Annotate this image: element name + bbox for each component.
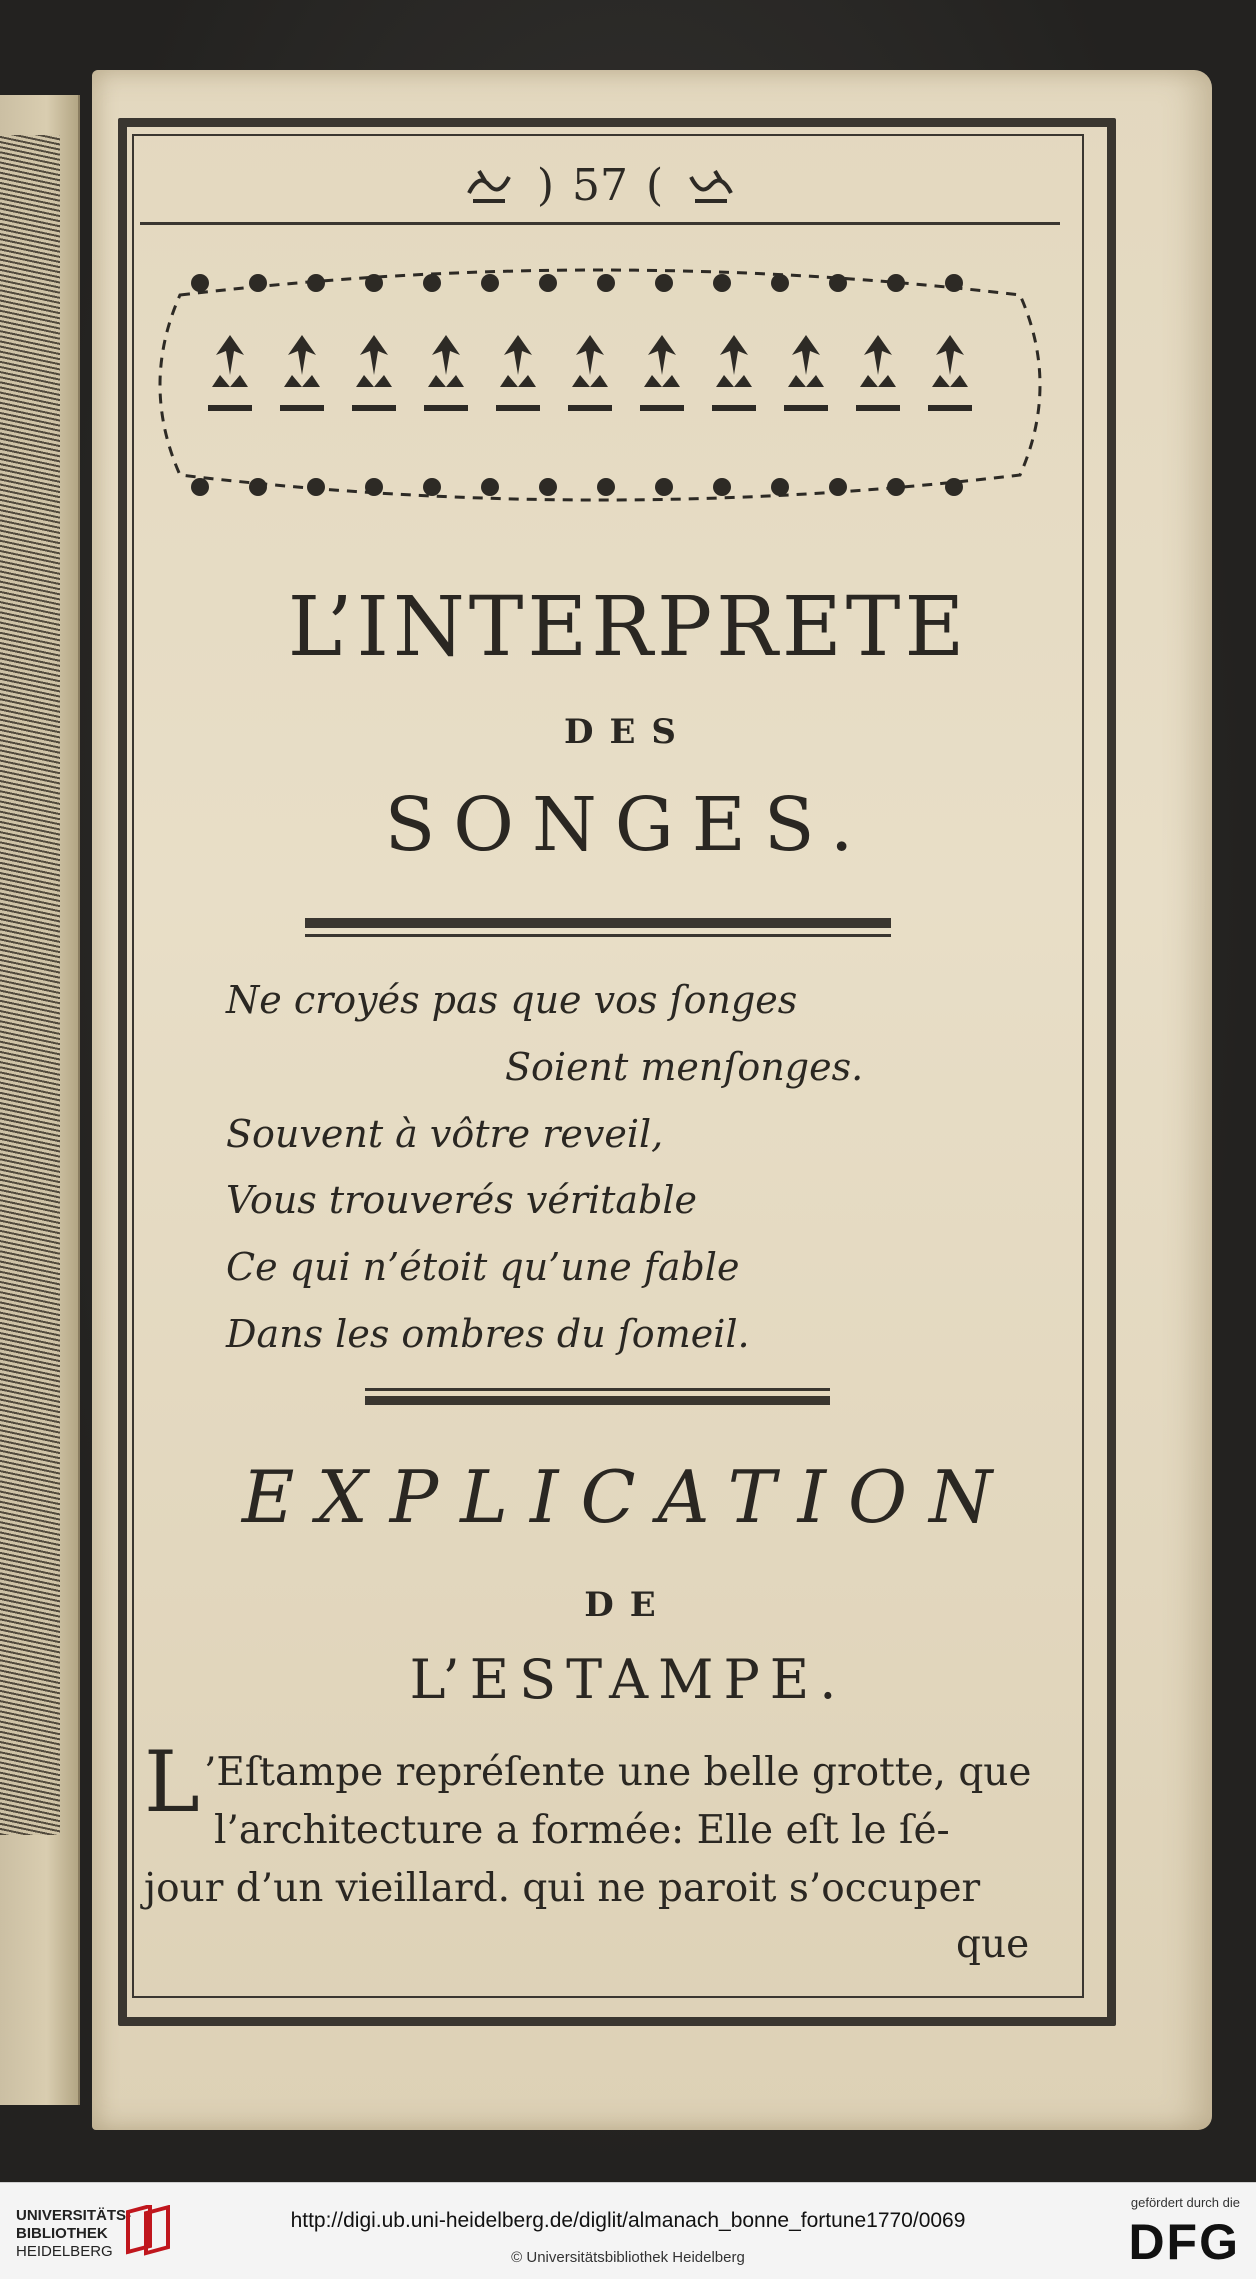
dfg-logo[interactable]: DFG xyxy=(1128,2214,1240,2270)
ornament-flower-icon xyxy=(307,478,325,496)
ornament-lily-icon xyxy=(208,335,252,411)
permalink-url[interactable]: http://digi.ub.uni-heidelberg.de/diglit/almanach_bonne_fortune1770/0069 xyxy=(290,2209,966,2232)
ornament-flower-icon xyxy=(539,274,557,292)
ornament-lily-icon xyxy=(784,335,828,411)
ornament-flower-icon xyxy=(481,478,499,496)
ornament-lily-icon xyxy=(280,335,324,411)
ornament-lily-icon xyxy=(928,335,972,411)
library-name-line3: HEIDELBERG xyxy=(16,2243,113,2260)
title-des: DES xyxy=(564,712,692,752)
heading-estampe: L’ESTAMPE. xyxy=(409,1648,847,1711)
ornament-lily-icon xyxy=(640,335,684,411)
ornament-flower-icon xyxy=(945,478,963,496)
ornament-flower-icon xyxy=(539,478,557,496)
ornament-flower-icon xyxy=(771,478,789,496)
ornament-lily-icon xyxy=(424,335,468,411)
poem-line-5: Ce qui n’étoit qu’une fable xyxy=(226,1245,740,1289)
poem-line-2: Soient menſonges. xyxy=(505,1045,864,1089)
ornament-flower-icon xyxy=(829,274,847,292)
ornament-lily-icon xyxy=(568,335,612,411)
header-rule xyxy=(140,222,1060,225)
title-songes: SONGES. xyxy=(384,782,872,868)
fleuron-right-icon xyxy=(681,163,741,207)
ornament-flower-icon xyxy=(481,274,499,292)
heading-explication: EXPLICATION xyxy=(241,1455,1015,1539)
fleuron-left-icon xyxy=(459,163,519,207)
paren-right: ( xyxy=(646,159,664,211)
ornament-flower-icon xyxy=(713,274,731,292)
ornament-flower-icon xyxy=(307,274,325,292)
ornament-flower-icon xyxy=(423,478,441,496)
poem-line-3: Souvent à vôtre reveil, xyxy=(226,1112,664,1156)
rule-lower-thick xyxy=(365,1396,830,1405)
decorative-ornament-band xyxy=(140,255,1060,520)
heading-de: DE xyxy=(584,1585,672,1625)
ornament-flower-icon xyxy=(249,274,267,292)
facing-page-engraving xyxy=(0,95,80,2105)
running-head xyxy=(140,155,1060,215)
ornament-flower-icon xyxy=(423,274,441,292)
engraving-fragment xyxy=(0,135,60,1835)
ornament-flower-icon xyxy=(655,274,673,292)
body-line-3: jour d’un vieillard. qui ne paroit s’occuper xyxy=(144,1866,981,1911)
ornament-flower-icon xyxy=(887,478,905,496)
ornament-flower-icon xyxy=(655,478,673,496)
ornament-flower-icon xyxy=(597,478,615,496)
library-name-line2: BIBLIOTHEK xyxy=(16,2225,108,2242)
body-line-1: ’Eſtampe repréſente une belle grotte, que xyxy=(204,1750,1032,1795)
drop-cap: L xyxy=(144,1733,200,1831)
paren-left: ) xyxy=(536,159,554,211)
catchword: que xyxy=(956,1922,1030,1967)
page-number: 57 xyxy=(572,159,628,211)
viewer-footer xyxy=(0,2182,1256,2279)
ornament-lily-icon xyxy=(352,335,396,411)
ornament-lily-icon xyxy=(496,335,540,411)
ornament-flower-icon xyxy=(829,478,847,496)
ornament-flower-icon xyxy=(597,274,615,292)
ornament-flower-icon xyxy=(365,274,383,292)
ornament-flower-icon xyxy=(945,274,963,292)
poem-line-1: Ne croyés pas que vos ſonges xyxy=(226,978,798,1022)
ornament-flower-icon xyxy=(191,274,209,292)
title-interprete: L’INTERPRETE xyxy=(287,580,969,675)
ornament-lily-icon xyxy=(856,335,900,411)
ornament-flower-icon xyxy=(249,478,267,496)
ornament-lily-icon xyxy=(712,335,756,411)
body-line-2: l’architecture a formée: Elle eſt le ſé- xyxy=(214,1808,950,1853)
poem-line-4: Vous trouverés véritable xyxy=(226,1178,698,1222)
rule-upper-thin xyxy=(305,934,891,937)
funded-by-label: gefördert durch die xyxy=(1130,2195,1240,2210)
copyright-notice: © Universitätsbibliothek Heidelberg xyxy=(511,2249,745,2266)
ornament-flower-icon xyxy=(887,274,905,292)
ornament-flower-icon xyxy=(365,478,383,496)
rule-upper-thick xyxy=(305,918,891,928)
ornament-flower-icon xyxy=(713,478,731,496)
ornament-flower-icon xyxy=(191,478,209,496)
rule-lower-thin xyxy=(365,1388,830,1391)
poem-line-6: Dans les ombres du ſomeil. xyxy=(226,1312,750,1356)
ornament-flower-icon xyxy=(771,274,789,292)
library-name-line1: UNIVERSITÄTS- xyxy=(16,2207,132,2224)
